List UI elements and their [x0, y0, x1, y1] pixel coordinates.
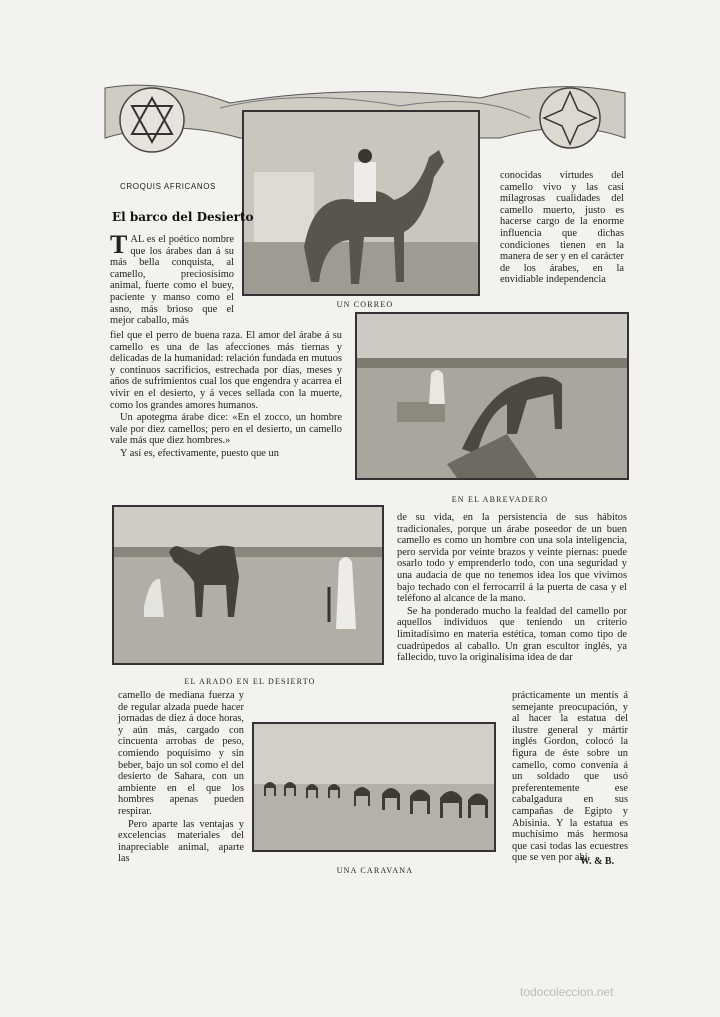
column-right-mid	[397, 512, 627, 665]
caption-arado: EL ARADO EN EL DESIERTO	[184, 677, 316, 686]
paragraph-y-asi: Y así es, efectivamente, puesto que un	[120, 447, 279, 459]
photo-plough	[112, 505, 384, 665]
watermark: todocoleccion.net	[520, 985, 614, 999]
paragraph-vida: de su vida, en la persistencia de sus hábitos tradicionales, porque un árabe poseedor de un buen camello es como un hombre con una sola inteligencia, pero servida por veinte brazos y veinte piernas: puede osarlo todo y emprenderlo todo, con una seguridad y una audacia de que no tenemos idea los que vivimos bajo techado con el ferrocarril á la puerta de casa y el teléfono al alcance de la mano.	[397, 512, 627, 605]
watering-illustration	[357, 314, 627, 478]
article-kicker: CROQUIS AFRICANOS	[120, 182, 216, 191]
paragraph-amor: fiel que el perro de buena raza. El amor del árabe á su camello es una de las afecciones más tiernas y delicadas de la humanidad: relación fundada en mutuos y continuos sacrificios, estrechada por días, meses y años de sufrimientos cual los que engendra y acarrea el vivir en el desierto, y á veces sellada con la muerte, como los grandes amores humanos.	[110, 330, 342, 411]
drop-cap: T	[110, 230, 128, 259]
paragraph-fealdad: Se ha ponderado mucho la fealdad del camello por aquellos individuos que teniendo un criterio limitadísimo en materia estética, toman como tipo de cuadrúpedos al caballo. Un gran escultor inglés, ya fallecido, tuvo la originalísima idea de dar	[397, 605, 627, 664]
caption-correo: UN CORREO	[336, 300, 394, 309]
caption-caravana: UNA CARAVANA	[336, 866, 414, 875]
column-left-intro	[110, 230, 234, 327]
column-left-wide	[110, 330, 342, 461]
plough-illustration	[114, 507, 382, 663]
photo-camel-rider	[242, 110, 480, 296]
photo-caravan	[252, 722, 496, 852]
column-right-top	[500, 170, 624, 287]
column-right-bottom	[512, 690, 628, 865]
caravan-illustration	[254, 724, 494, 850]
paragraph-aparte: Pero aparte las ventajas y excelencias materiales del inapreciable animal, aparte las	[118, 818, 244, 865]
column-left-bottom	[118, 690, 244, 866]
camel-rider-illustration	[244, 112, 478, 294]
paragraph-jornadas: camello de mediana fuerza y de regular alzada puede hacer jornadas de diez á doce horas, y aún más, cargado con cincuenta arrobas de peso, comiendo poquísimo y sin beber, bajo un sol como el del desierto de Sahara, con un ambiente en el que los hombres apenas pueden respirar.	[118, 690, 244, 817]
paragraph-virtudes: conocidas virtudes del camello vivo y las casi milagrosas cualidades del camello muerto, justo es hacerse cargo de la enorme influencia que dichas condiciones tienen en la manera de ser y en el carácter de los árabes, en la envidiable independencia	[500, 170, 624, 286]
photo-watering	[355, 312, 629, 480]
article-title: El barco del Desierto	[112, 210, 254, 224]
paragraph-gordon: prácticamente un mentís á semejante preocupación, y al hacer la estatua del ilustre general y mártir inglés Gordon, colocó la figura de éste sobre un camello, como convenía á un soldado que usó preferentemente ese cabalgadura en sus campañas de Egipto y Abisinia. Y la estatua es muchísimo más hermosa que casi todas las ecuestres que se ven por ahí.	[512, 690, 628, 864]
article-signature: W. & B.	[580, 856, 615, 867]
caption-abrevadero: EN EL ABREVADERO	[451, 495, 549, 504]
paragraph-apotegma: Un apotegma árabe dice: «En el zocco, un hombre vale por diez camellos; pero en el desierto, un camello vale más que diez hombres.»	[110, 412, 342, 447]
intro-paragraph: AL es el poético nombre que los árabes dan á su más bella conquista, al camello, preciosísimo animal, fuerte como el buey, paciente y manso como el asno, más brioso que el mejor caballo, más	[110, 234, 234, 327]
